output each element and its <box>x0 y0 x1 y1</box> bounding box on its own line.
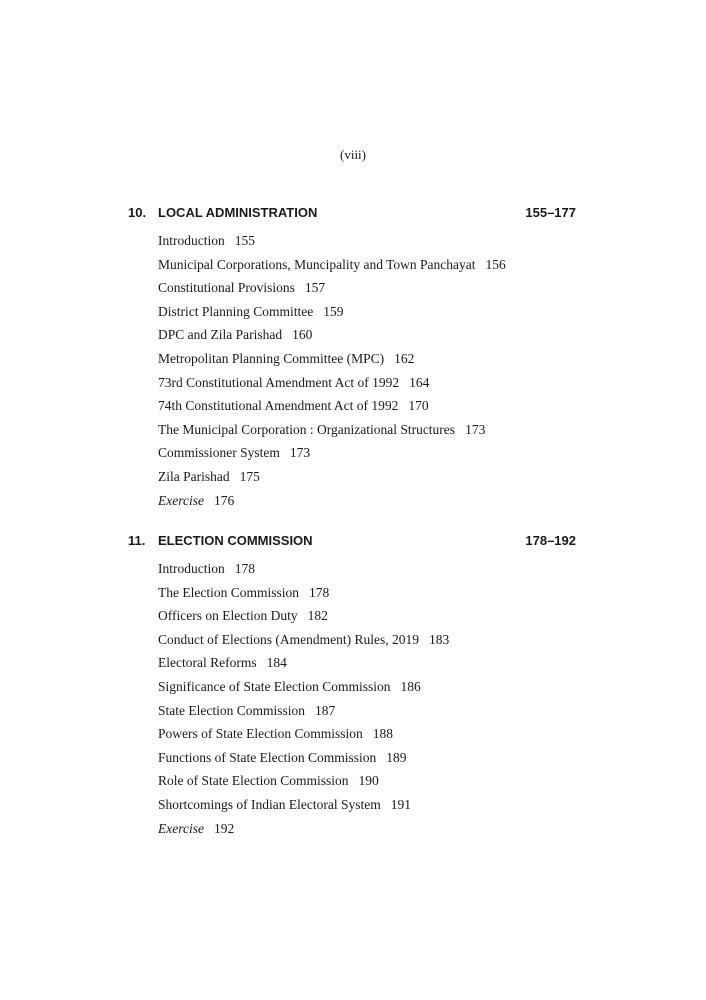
toc-entry <box>158 604 706 628</box>
toc-entry-title: DPC and Zila Parishad <box>158 327 283 343</box>
toc-entry <box>158 323 706 347</box>
toc-entry-list <box>0 557 706 840</box>
toc-entry <box>158 276 706 300</box>
toc-entry-page: 187 <box>315 702 336 718</box>
toc-entry-page: 188 <box>372 726 393 742</box>
toc-entry <box>158 793 706 817</box>
toc-entry-page: 176 <box>213 492 235 508</box>
toc-entry-list <box>0 229 706 512</box>
toc-entry-exercise <box>158 489 706 513</box>
toc-entry <box>158 699 706 723</box>
toc-entry-title: Functions of State Election Commission <box>158 749 377 765</box>
toc-entry-title: Municipal Corporations, Muncipality and Town Panchayat <box>158 256 476 272</box>
toc-entry-title: Conduct of Elections (Amendment) Rules, 2019 <box>158 631 419 647</box>
toc-entry-page: 157 <box>304 280 326 296</box>
toc-entry-title: Constitutional Provisions <box>158 280 295 296</box>
toc-entry-page: 164 <box>409 374 430 390</box>
toc-entry-page: 175 <box>239 468 260 484</box>
toc-entry-page: 178 <box>309 584 330 600</box>
toc-entry <box>158 651 706 675</box>
toc-entry <box>158 253 706 277</box>
toc-entry <box>158 394 706 418</box>
toc-entry <box>158 371 706 395</box>
chapter-page-range: 178–192 <box>525 533 576 548</box>
toc-entry-page: 155 <box>234 233 255 248</box>
toc-entry <box>158 769 706 793</box>
page-number: (viii) <box>340 147 366 162</box>
chapter-heading <box>0 533 706 557</box>
toc-entry-page: 178 <box>234 561 255 576</box>
toc-entry-page: 191 <box>390 796 411 812</box>
toc-entry-title: Powers of State Election Commission <box>158 726 363 742</box>
toc-entry <box>158 581 706 605</box>
toc-entry-title: Electoral Reforms <box>158 655 257 671</box>
toc-entry-title: The Election Commission <box>158 584 299 600</box>
toc-entry-page: 182 <box>307 608 328 624</box>
toc-entry-title: Zila Parishad <box>158 468 230 484</box>
toc-entry <box>158 557 706 581</box>
chapter-section <box>0 205 706 512</box>
toc-entry-page: 173 <box>465 421 486 437</box>
toc-entry-title: Shortcomings of Indian Electoral System <box>158 796 381 812</box>
toc-entry <box>158 722 706 746</box>
toc-entry-page: 192 <box>213 820 235 836</box>
toc-entry-page: 156 <box>485 256 506 272</box>
toc-entry-title: Exercise <box>158 820 204 836</box>
toc-entry-page: 162 <box>394 350 415 366</box>
toc-entry-page: 184 <box>266 655 287 671</box>
chapter-heading <box>0 205 706 229</box>
chapter-title: LOCAL ADMINISTRATION <box>158 205 318 220</box>
chapter-section <box>0 533 706 840</box>
toc-entry <box>158 465 706 489</box>
toc-entry-page: 170 <box>408 398 429 414</box>
toc-entry-title: Commissioner System <box>158 445 280 461</box>
toc-entry-title: Role of State Election Commission <box>158 773 349 789</box>
toc-entry-title: Introduction <box>158 561 225 576</box>
toc-entry <box>158 675 706 699</box>
toc-entry <box>158 347 706 371</box>
toc-entry-page: 189 <box>386 749 407 765</box>
toc-entry <box>158 746 706 770</box>
toc-entry-page: 190 <box>358 773 379 789</box>
toc-entry-title: Significance of State Election Commission <box>158 678 391 694</box>
chapter-number: 11. <box>128 533 146 548</box>
toc-entry-title: 73rd Constitutional Amendment Act of 1992 <box>158 374 400 390</box>
chapter-number: 10. <box>128 205 147 220</box>
toc-entry <box>158 300 706 324</box>
toc-entry-title: Introduction <box>158 233 225 248</box>
toc-entry-title: Officers on Election Duty <box>158 608 298 624</box>
toc-entry <box>158 441 706 465</box>
toc-entry-title: 74th Constitutional Amendment Act of 1992 <box>158 398 399 414</box>
toc-entry-title: Exercise <box>158 492 204 508</box>
chapter-title: ELECTION COMMISSION <box>158 533 313 548</box>
toc-entry <box>158 229 706 253</box>
toc-entry-title: The Municipal Corporation : Organizational Structures <box>158 421 456 437</box>
toc-entry-title: District Planning Committee <box>158 303 314 319</box>
toc-entry-page: 183 <box>428 631 450 647</box>
toc-entry-page: 173 <box>289 445 311 461</box>
toc-entry-exercise <box>158 817 706 841</box>
toc-entry-page: 160 <box>292 327 313 343</box>
toc-entry <box>158 628 706 652</box>
toc-entry-page: 186 <box>400 678 421 694</box>
toc-entry-title: Metropolitan Planning Committee (MPC) <box>158 350 385 366</box>
toc-entry-title: State Election Commission <box>158 702 305 718</box>
chapter-page-range: 155–177 <box>525 205 576 220</box>
toc-entry <box>158 418 706 442</box>
toc-entry-page: 159 <box>323 303 344 319</box>
